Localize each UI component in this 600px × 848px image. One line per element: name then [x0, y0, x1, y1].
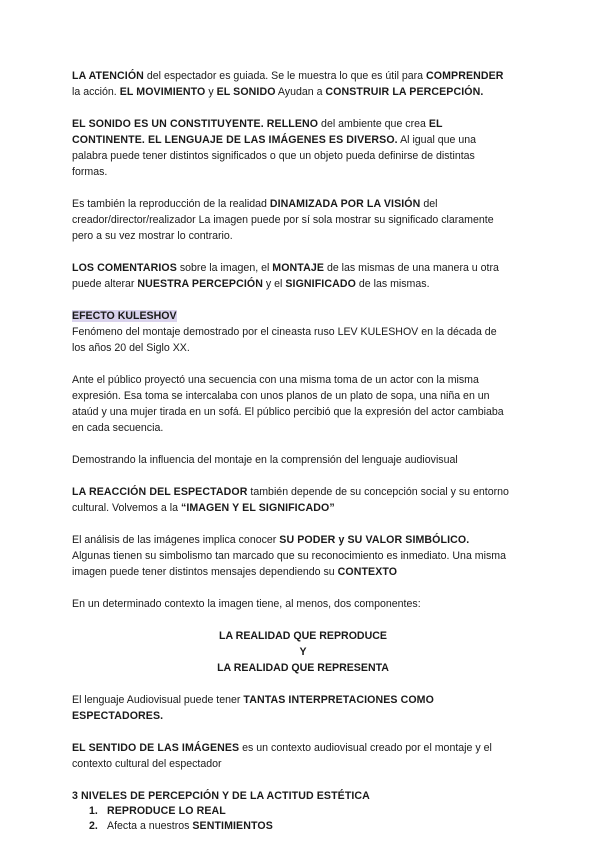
list-item: 2. Afecta a nuestros SENTIMIENTOS: [89, 820, 273, 832]
spacer: [72, 516, 534, 532]
spacer: [72, 676, 534, 692]
paragraph-ante-publico-line3: ataúd y una mujer tirada en un sofá. El público percibió que la expresión del actor cambiaba: [72, 406, 504, 418]
paragraph-lenguaje: El lenguaje Audiovisual puede tener TANTAS INTERPRETACIONES COMO: [72, 694, 434, 706]
paragraph-reaccion-line2: cultural. Volvemos a la “IMAGEN Y EL SIGNIFICADO”: [72, 502, 335, 514]
paragraph-reaccion: LA REACCIÓN DEL ESPECTADOR también depende de su concepción social y su entorno: [72, 486, 509, 498]
spacer: [72, 580, 534, 596]
spacer: [72, 100, 534, 116]
spacer: [72, 724, 534, 740]
spacer: [72, 468, 534, 484]
list-heading: 3 NIVELES DE PERCEPCIÓN Y DE LA ACTITUD ESTÉTICA: [72, 790, 370, 802]
spacer: [72, 772, 534, 788]
paragraph-reproduccion: Es también la reproducción de la realidad DINAMIZADA POR LA VISIÓN del: [72, 198, 438, 210]
highlighted-heading: EFECTO KULESHOV: [72, 310, 177, 322]
paragraph-sentido: EL SENTIDO DE LAS IMÁGENES es un contexto audiovisual creado por el montaje y el: [72, 742, 492, 754]
spacer: [72, 436, 534, 452]
paragraph-fenomeno: Fenómeno del montaje demostrado por el cineasta ruso LEV KULESHOV en la década de: [72, 326, 497, 338]
paragraph-comentarios-line2: puede alterar NUESTRA PERCEPCIÓN y el SIGNIFICADO de las mismas.: [72, 278, 430, 290]
document-page: [72, 68, 534, 834]
paragraph-contexto: En un determinado contexto la imagen tiene, al menos, dos componentes:: [72, 598, 421, 610]
paragraph-ante-publico: Ante el público proyectó una secuencia con una misma toma de un actor con la misma: [72, 374, 479, 386]
paragraph-comentarios: LOS COMENTARIOS sobre la imagen, el MONTAJE de las mismas de una manera u otra: [72, 262, 499, 274]
spacer: [72, 180, 534, 196]
paragraph-ante-publico-line2: expresión. Esa toma se intercalaba con unos planos de un plato de sopa, una niña en un: [72, 390, 490, 402]
spacer: [72, 612, 534, 628]
paragraph-sonido-line2: CONTINENTE. EL LENGUAJE DE LAS IMÁGENES ES DIVERSO. Al igual que una: [72, 134, 477, 146]
paragraph-atencion-line2: la acción. EL MOVIMIENTO y EL SONIDO Ayudan a CONSTRUIR LA PERCEPCIÓN.: [72, 86, 484, 98]
paragraph-lenguaje-line2: ESPECTADORES.: [72, 710, 164, 722]
list-item: 1. REPRODUCE LO REAL: [89, 805, 226, 817]
center-line-representa: LA REALIDAD QUE REPRESENTA: [217, 662, 389, 674]
paragraph-sonido: EL SONIDO ES UN CONSTITUYENTE. RELLENO del ambiente que crea EL: [72, 118, 443, 130]
spacer: [72, 244, 534, 260]
paragraph-demostrando: Demostrando la influencia del montaje en la comprensión del lenguaje audiovisual: [72, 454, 458, 466]
kuleshov-heading: [72, 308, 534, 324]
paragraph-fenomeno-line2: los años 20 del Siglo XX.: [72, 342, 190, 354]
paragraph-sonido-line4: formas.: [72, 166, 108, 178]
center-line-reproduce: LA REALIDAD QUE REPRODUCE: [219, 630, 387, 642]
paragraph-reproduccion-line3: pero a su vez mostrar lo contrario.: [72, 230, 233, 242]
numbered-list: [72, 804, 534, 834]
spacer: [72, 292, 534, 308]
paragraph-analisis-line3: imagen puede tener distintos mensajes dependiendo su CONTEXTO: [72, 566, 398, 578]
spacer: [72, 356, 534, 372]
paragraph-reproduccion-line2: creador/director/realizador La imagen puede por sí sola mostrar su significado claramente: [72, 214, 494, 226]
paragraph-sentido-line2: contexto cultural del espectador: [72, 758, 222, 770]
paragraph-analisis: El análisis de las imágenes implica conocer SU PODER y SU VALOR SIMBÓLICO.: [72, 534, 470, 546]
paragraph-atencion: LA ATENCIÓN del espectador es guiada. Se le muestra lo que es útil para COMPRENDER: [72, 70, 504, 82]
center-line-y: Y: [299, 646, 307, 658]
paragraph-ante-publico-line4: en cada secuencia.: [72, 422, 164, 434]
paragraph-analisis-line2: Algunas tienen su simbolismo tan marcado que su reconocimiento es inmediato. Una misma: [72, 550, 506, 562]
paragraph-sonido-line3: palabra puede tener distintos significados o que un objeto pueda definirse de distintas: [72, 150, 475, 162]
